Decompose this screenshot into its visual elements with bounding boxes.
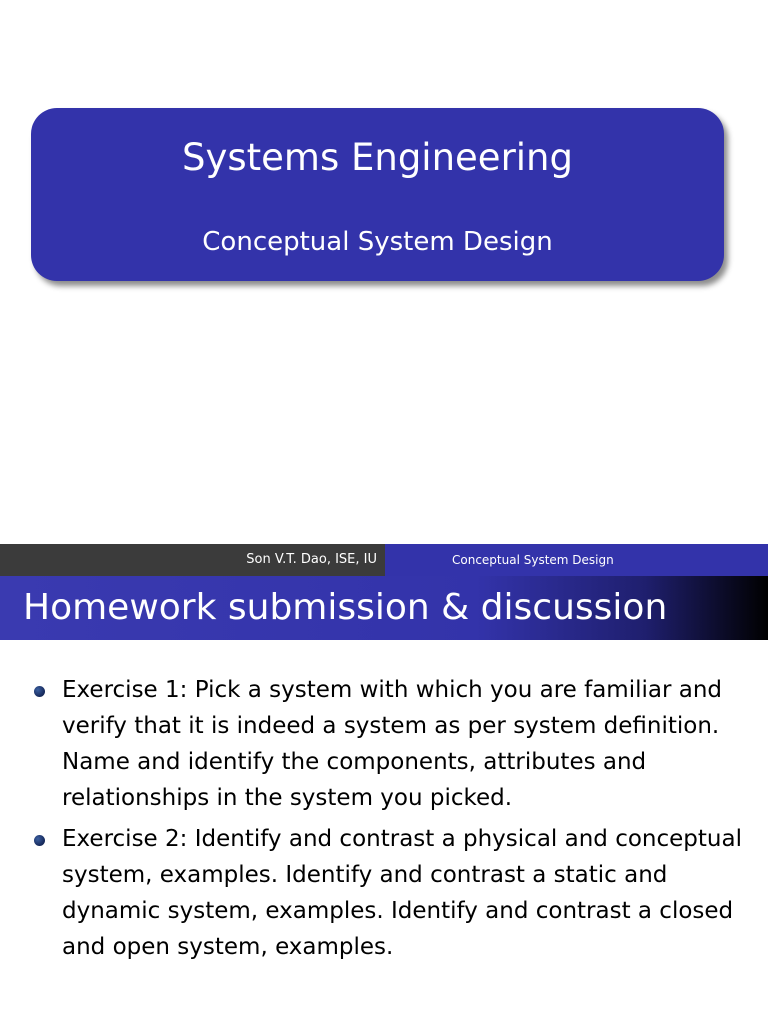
slide-heading-bar [0,576,768,640]
bullet-text: Exercise 1: Pick a system with which you are familiar and verify that it is indeed a system as per system definition. Name and identify the components, attributes and relationships in the system you picked. [62,677,723,811]
bullet-text: Exercise 2: Identify and contrast a physical and conceptual system, examples. Identify and contrast a static and dynamic system, examples. Identify and contrast a closed and open system, examples. [62,826,742,960]
title-slide-card [31,108,724,281]
author-label: Son V.T. Dao, ISE, IU [0,544,385,576]
slide-heading: Homework submission & discussion [23,587,668,628]
slide-subtitle: Conceptual System Design [202,227,553,257]
course-label: Conceptual System Design [385,544,768,576]
slide-header-strip [0,544,768,576]
slide-title: Systems Engineering [181,136,573,179]
bullet-dot-icon [34,686,45,697]
bullet-dot-icon [34,835,45,846]
